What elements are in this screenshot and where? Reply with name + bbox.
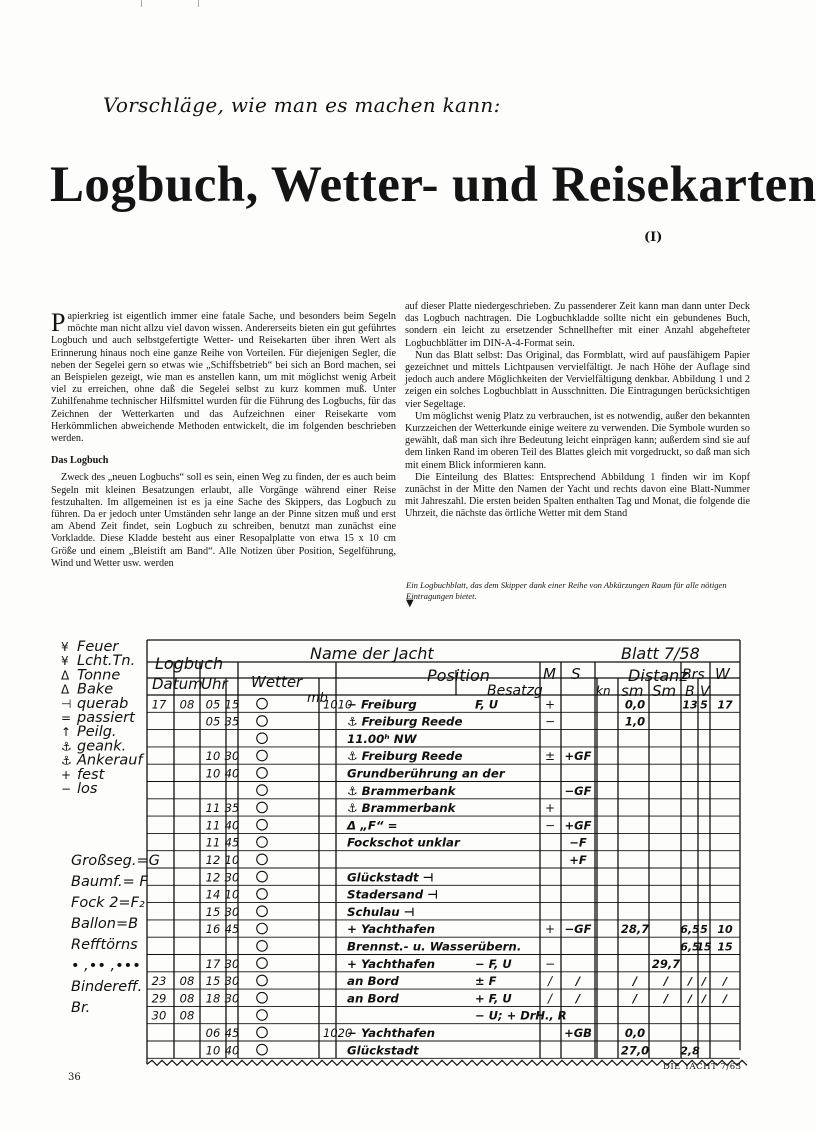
row-pressure: 1020 [323, 1026, 353, 1040]
legend-symbol: Δ [61, 682, 70, 697]
weather-circle-icon [257, 750, 268, 761]
row-m: − [544, 714, 556, 729]
article-title: Logbuch, Wetter- und Reisekarten [50, 157, 816, 213]
legend-symbol: ↑ [61, 725, 72, 740]
row-brs: 2,8 [680, 1044, 700, 1058]
row-position: Schulau ⊣ [347, 904, 415, 919]
header-sm-total: Sm [652, 682, 677, 700]
row-position: ⚓ Brammerbank [347, 783, 456, 798]
logbook-row [206, 749, 592, 763]
row-day: 29 [151, 991, 167, 1006]
row-b: 5 [700, 698, 708, 712]
row-position: Fockschot unklar [347, 835, 460, 850]
row-s: / [575, 991, 581, 1006]
row-sm: 27,0 [620, 1043, 650, 1058]
legend-item: • ,•• ,••• [71, 958, 141, 974]
row-month: 08 [179, 1008, 195, 1023]
row-hour: 15 [205, 904, 221, 919]
row-hour: 11 [205, 801, 221, 816]
weather-circle-icon [257, 733, 268, 744]
weather-circle-icon [257, 923, 268, 934]
row-hour: 17 [205, 956, 221, 971]
row-b: 5 [700, 923, 708, 937]
row-brs: 6,5 [680, 923, 700, 937]
row-position: − Freiburg [347, 697, 417, 712]
row-minute: 35 [224, 801, 240, 816]
weather-circle-icon [257, 958, 268, 969]
legend-item: Baumf.= F [71, 874, 148, 890]
header-wetter: Wetter [251, 673, 303, 691]
row-minute: 30 [224, 974, 240, 989]
legend-item: los [77, 781, 98, 797]
scan-mark [141, 0, 142, 7]
weather-circle-icon [257, 837, 268, 848]
scan-mark [198, 0, 199, 7]
row-position: Δ „F“ = [347, 818, 398, 833]
row-day: 30 [151, 1008, 167, 1023]
logbook-row [206, 1043, 700, 1057]
logbook-row [206, 888, 438, 902]
weather-circle-icon [257, 992, 268, 1003]
row-s: −F [569, 835, 587, 850]
row-position: Grundberührung an der [347, 766, 505, 781]
row-sm: / [632, 991, 638, 1006]
weather-circle-icon [257, 1010, 268, 1021]
row-m: / [547, 991, 553, 1006]
row-hour: 11 [205, 818, 221, 833]
row-m: / [547, 974, 553, 989]
journal-issue: DIE YACHT 7/63 [663, 1062, 742, 1072]
row-m: + [544, 697, 556, 712]
drop-cap: P [51, 308, 66, 337]
row-w: 17 [717, 698, 733, 712]
row-minute: 45 [224, 922, 240, 937]
row-position: Glückstadt [347, 1043, 419, 1058]
left-text-column [51, 308, 396, 570]
paragraph: auf dieser Platte niedergeschrieben. Zu passenderer Zeit kann man dann unter Deck das Logbuch nachtragen. Die Logbuchkladde sollte nicht ein gebundenes Buch, sondern ein leicht zu ersetzender Schnellhefter mit einer Anzahl abgehefteter Logbuchblätter im DIN-A-4-Format sein. [405, 301, 750, 349]
row-pressure: 1010 [323, 697, 353, 712]
header-name: Name der Jacht [310, 644, 434, 663]
weather-circle-icon [257, 802, 268, 813]
row-hour: 05 [205, 714, 221, 729]
row-sm: 28,7 [620, 922, 650, 937]
legend-item: Peilg. [77, 724, 117, 741]
row-minute: 30 [224, 870, 240, 885]
logbook-row [206, 922, 733, 936]
logbook-row [206, 957, 681, 971]
row-brs: 6,5 [680, 940, 700, 954]
row-sm-total: / [663, 991, 669, 1006]
legend-item: Bindereff. [71, 979, 143, 995]
header-mb: mb [307, 691, 328, 706]
row-day: 17 [151, 697, 167, 712]
row-m: − [544, 818, 556, 833]
legend-item: Fock 2=F₂ [71, 895, 145, 911]
row-month: 08 [179, 697, 195, 712]
row-b: / [701, 975, 707, 989]
legend-item: Bake [77, 681, 114, 698]
row-hour: 15 [205, 974, 221, 989]
header-besatzg: Besatzg [487, 683, 543, 699]
row-position: an Bord [347, 991, 399, 1006]
weather-circle-icon [257, 819, 268, 830]
row-m: − [544, 956, 556, 971]
row-hour: 12 [205, 853, 221, 867]
header-uhr: Uhr [201, 675, 228, 693]
header-distanz: Distanz [628, 666, 688, 685]
weather-circle-icon [257, 854, 268, 865]
header-brs: Brs [682, 667, 705, 683]
row-minute: 40 [224, 818, 240, 833]
row-day: 23 [151, 974, 167, 989]
weather-circle-icon [257, 871, 268, 882]
row-position: Stadersand ⊣ [347, 887, 439, 902]
row-hour: 16 [205, 922, 221, 937]
legend-item: Ankerauf [77, 752, 143, 769]
row-minute: 30 [224, 956, 240, 971]
weather-circle-icon [257, 889, 268, 900]
paragraph: Die Einteilung des Blattes: Entsprechend Abbildung 1 finden wir im Kopf zunächst in der Mitte den Namen der Yacht und rechts davon eine Blatt-Nummer mit Jahreszahl. Die ersten beiden Spalten enthalten Tag und Monat, die folgende die Uhrzeit, die nächste das örtliche Wetter mit dem Stand [405, 471, 750, 520]
paragraph: Nun das Blatt selbst: Das Original, das Formblatt, wird auf pausfähigem Papier gezeichnet und mittels Lichtpausen vervielfältigt. Je nach Höhe der Auflage sind jedoch auch andere Möglichkeiten der Vervielfältigung denkbar. Abbildung 1 und 2 zeigen ein solches Logbuchblatt in Ausschnitten. Die Eintragungen berücksichtigen vier Segeltage. [405, 349, 750, 410]
row-hour: 12 [205, 870, 221, 885]
row-position: ⚓ Freiburg Reede [347, 749, 463, 764]
row-hour: 10 [205, 766, 221, 781]
row-minute: 15 [224, 697, 240, 712]
row-w: / [722, 992, 728, 1006]
header-position: Position [427, 666, 490, 685]
logbook-row [206, 905, 415, 919]
row-month: 08 [179, 991, 195, 1006]
logbook-row [257, 940, 733, 954]
torn-edge [147, 1060, 747, 1065]
row-w: / [722, 975, 728, 989]
page-number: 36 [68, 1072, 81, 1083]
legend-symbol: = [61, 711, 72, 725]
header-blatt: Blatt 7/58 [621, 644, 700, 663]
logbook-row [257, 732, 418, 746]
row-brs: / [687, 975, 693, 989]
row-s: +F [569, 853, 587, 867]
header-kn: kn [596, 684, 611, 698]
row-s: +GF [564, 818, 592, 833]
row-b: 15 [696, 940, 712, 954]
row-hour: 11 [205, 835, 221, 850]
row-sm-total: 29,7 [651, 956, 681, 971]
part-number: (I) [644, 230, 663, 245]
row-sm: / [632, 974, 638, 989]
row-crew: ± F [475, 974, 497, 989]
row-w: 15 [717, 940, 733, 954]
weather-circle-icon [257, 941, 268, 952]
logbook-row [152, 991, 728, 1005]
logbook-row [206, 836, 587, 850]
logbook-row [152, 974, 728, 988]
row-position: 11.00ʰ NW [347, 731, 417, 746]
row-s: / [575, 974, 581, 989]
row-sm: 0,0 [624, 697, 646, 712]
row-sm: 0,0 [624, 1026, 646, 1040]
row-minute: 40 [224, 766, 240, 781]
row-crew: + F, U [475, 991, 512, 1006]
logbook-row [206, 818, 592, 832]
row-minute: 45 [224, 835, 240, 850]
row-position: + Yachthafen [347, 956, 436, 971]
legend-symbol: ⚓ [61, 739, 72, 754]
row-position: Glückstadt ⊣ [347, 870, 434, 885]
subheading: Das Logbuch [51, 455, 109, 467]
row-minute: 45 [224, 1026, 240, 1040]
header-s: S [571, 665, 581, 683]
weather-circle-icon [257, 768, 268, 779]
figure-caption: Ein Logbuchblatt, das dem Skipper dank einer Reihe von Abkürzungen Raum für alle nötigen Eintragungen bietet. [406, 580, 727, 601]
header-datum: Datum [152, 675, 203, 693]
legend-symbol: ⊣ [61, 696, 72, 711]
row-crew: − F, U [475, 956, 512, 971]
row-hour: 10 [205, 1043, 221, 1058]
header-sm: sm [621, 682, 644, 700]
row-minute: 35 [224, 714, 240, 729]
paragraph: Zweck des „neuen Logbuchs“ soll es sein, einen Weg zu finden, der es auch beim Segeln mit kleinen Besatzungen erlaubt, alle Vorgänge während einer Reise festzuhalten. Im allgemeinen ist es ja eine Sache des Skippers, das Logbuch zu führen. Da er jedoch unter Umständen sehr lange an der Pinne sitzen muß und erst am Abend Zeit findet, sein Logbuch zu schreiben, benutzt man zunächst eine Vorkladde. Diese Kladde besteht aus einer Resopalplatte von etwa 15 x 10 cm Größe und einem „Bleistift am Band“. Alle Notizen über Position, Segelführung, Wind und Wetter usw. werden [51, 472, 396, 569]
legend-item: passiert [77, 710, 135, 726]
row-s: −GF [564, 922, 592, 937]
logbook-row [206, 1026, 646, 1040]
down-arrow-icon: ▼ [406, 598, 414, 609]
row-minute: 10 [224, 887, 240, 902]
weather-circle-icon [257, 785, 268, 796]
logbook-row [257, 784, 592, 798]
row-m: + [544, 801, 556, 816]
legend-symbol: + [61, 767, 72, 782]
row-b: / [701, 992, 707, 1006]
row-position: ⚓ Brammerbank [347, 801, 456, 816]
legend-symbol: ⚓ [61, 753, 72, 768]
row-minute: 30 [224, 749, 240, 764]
legend-item: querab [77, 695, 129, 712]
row-position: − Yachthafen [347, 1026, 436, 1040]
right-text-column [405, 301, 750, 521]
header-v: V [700, 684, 710, 700]
logbook-legend [61, 639, 160, 1016]
weather-circle-icon [257, 1044, 268, 1055]
row-minute: 40 [224, 1043, 240, 1058]
row-position: Brennst.- u. Wasserübern. [347, 939, 522, 954]
row-minute: 30 [224, 991, 240, 1006]
legend-item: Br. [71, 1000, 91, 1016]
row-hour: 06 [205, 1026, 221, 1040]
legend-item: Feuer [77, 639, 119, 655]
logbook-row [206, 715, 646, 729]
weather-circle-icon [257, 906, 268, 917]
row-s: +GB [564, 1026, 592, 1040]
weather-circle-icon [257, 698, 268, 709]
row-s: +GF [564, 749, 592, 764]
legend-item: geank. [77, 738, 127, 755]
legend-item: Ballon=B [71, 916, 139, 932]
header-m: M [543, 665, 556, 683]
header-b: B [685, 684, 695, 700]
row-position: + Yachthafen [347, 922, 436, 937]
row-sm: 1,0 [624, 714, 646, 729]
logbook-row [152, 1009, 567, 1023]
row-month: 08 [179, 974, 195, 989]
legend-symbol: Δ [61, 668, 70, 683]
logbook-row [206, 767, 506, 781]
row-m: + [544, 922, 556, 937]
legend-symbol: ¥ [61, 640, 69, 654]
header-w: W [715, 665, 730, 683]
row-brs: / [687, 992, 693, 1006]
header-logbuch: Logbuch [155, 654, 224, 673]
logbook-rows [152, 697, 733, 1057]
row-w: 10 [717, 923, 733, 937]
paragraph: Um möglichst wenig Platz zu verbrauchen, ist es notwendig, außer den bekannten Kurzzeichen der Wetterkunde einige weitere zu verwenden. Die Symbole wurden so gewählt, daß man sich ihre Bedeutung leicht einprägen kann; außerdem sind sie auf dem linken Rand im oberen Teil des Blattes gleich mit vorgedruckt, so daß man sich mit einem Blick informieren kann. [405, 410, 750, 471]
row-s: −GF [564, 783, 592, 798]
row-hour: 18 [205, 991, 221, 1006]
row-position: ⚓ Freiburg Reede [347, 714, 463, 729]
logbook-row [206, 801, 555, 815]
legend-item: fest [77, 766, 105, 783]
row-crew: − U; + DrH., R [475, 1008, 567, 1023]
weather-circle-icon [257, 716, 268, 727]
kicker-line: Vorschläge, wie man es machen kann: [103, 93, 501, 117]
intro-paragraph: Papierkrieg ist eigentlich immer eine fatale Sache, und besonders beim Segeln möchte man nicht allzu viel davon wissen. Andererseits bieten ein gut geführtes Logbuch und auch selbstgefertigte Wetter- und Reisekarten über ihren Wert als Erinnerung hinaus noch eine ganze Reihe von Vorteilen. Für diejenigen Segler, die neben der Segelei gern so etwas wie „Schiffsbetrieb“ bei sich an Bord machen, sei an Beispielen gezeigt, wie man es anstellen kann, um mit möglichst wenig Arbeit viel zu erreichen, ohne daß die Segelei selbst zu kurz kommen muß. Unter Zuhilfenahme technischer Hilfsmittel wurden für die Führung des Logbuchs, für das Zeichnen der Wetterkarten und das Aufzeichnen einer Reisekarte vom Herkömmlichen abweichende Methoden entwickelt, die im folgenden beschrieben werden. [51, 308, 396, 445]
legend-item: Tonne [77, 667, 121, 684]
logbook-row [152, 697, 733, 711]
row-hour: 10 [205, 749, 221, 764]
logbook-row [206, 853, 587, 867]
legend-symbol: ¥ [61, 654, 69, 669]
weather-circle-icon [257, 975, 268, 986]
legend-item: Refftörns [71, 937, 138, 953]
row-minute: 30 [224, 904, 240, 919]
row-hour: 14 [205, 887, 221, 902]
legend-item: Lcht.Tn. [77, 653, 136, 670]
row-hour: 05 [205, 697, 221, 712]
row-minute: 10 [224, 853, 240, 867]
row-sm-total: / [663, 974, 669, 989]
legend-item: Großseg.=G [71, 853, 160, 869]
row-crew: F, U [475, 697, 499, 712]
legend-symbol: − [61, 782, 72, 796]
row-brs: 13 [682, 698, 698, 712]
logbook-figure [55, 633, 755, 1058]
row-position: an Bord [347, 974, 399, 989]
weather-circle-icon [257, 1027, 268, 1038]
row-m: ± [544, 749, 556, 764]
